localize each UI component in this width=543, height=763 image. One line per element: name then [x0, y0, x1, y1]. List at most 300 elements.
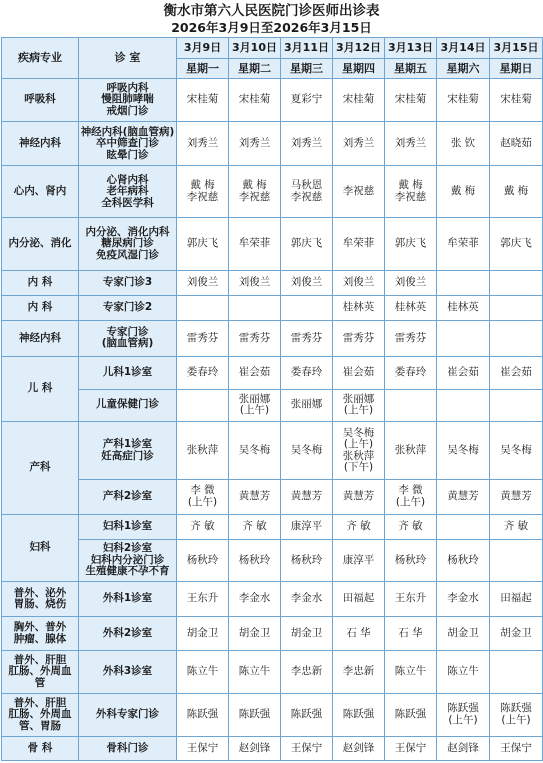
text-line: 儿童保健门诊 — [96, 398, 159, 411]
table-row — [2, 582, 543, 616]
text-line: (上午) — [343, 438, 374, 451]
text-line: 黄慧芳 — [342, 490, 375, 503]
header-weekday: 星期五 — [385, 58, 437, 78]
doctor-cell — [177, 480, 229, 514]
doctor-cell — [281, 694, 333, 737]
clinic-room-cell — [79, 122, 177, 166]
doctor-cell — [229, 389, 281, 421]
text-line: 齐 敏 — [398, 519, 423, 532]
text-line: 内 科 — [27, 275, 53, 288]
doctor-cell — [281, 736, 333, 760]
text-line: 外科专家门诊 — [96, 708, 159, 721]
text-line: (脑血管病) — [101, 337, 154, 350]
doctor-cell — [177, 421, 229, 479]
text-line: 骨 科 — [27, 741, 53, 754]
text-line: 杨秋玲 — [186, 553, 219, 566]
text-line: 赵剑锋 — [238, 741, 271, 754]
department-cell — [2, 357, 79, 422]
table-row — [2, 166, 543, 218]
doctor-cell — [333, 616, 385, 650]
department-cell — [2, 122, 79, 166]
text-line: 王东升 — [186, 592, 219, 605]
doctor-cell — [281, 270, 333, 295]
doctor-cell — [333, 651, 385, 694]
text-line: 妇科内分泌门诊 — [90, 553, 165, 566]
text-line: 王保宁 — [186, 741, 219, 754]
text-line: 张秋萍 — [342, 449, 375, 462]
text-line: 刘秀兰 — [342, 137, 375, 150]
text-line: 妇科2诊室 — [102, 542, 153, 555]
text-line: 骨科门诊 — [106, 741, 149, 754]
table-row — [2, 357, 543, 389]
text-line: 生殖健康不孕不育 — [85, 565, 170, 578]
department-cell — [2, 514, 79, 582]
doctor-cell — [385, 218, 437, 270]
text-line: 李 微 — [398, 484, 423, 497]
text-line: 戒烟门诊 — [106, 104, 149, 117]
department-cell — [2, 651, 79, 694]
doctor-cell — [490, 694, 543, 737]
clinic-room-cell — [79, 539, 177, 582]
doctor-cell — [437, 616, 490, 650]
text-line: 胡金卫 — [447, 626, 479, 639]
doctor-cell — [385, 166, 437, 218]
text-line: 陈立牛 — [394, 665, 427, 678]
clinic-room-cell — [79, 582, 177, 616]
text-line: 普外、泌外 — [13, 586, 67, 599]
doctor-cell — [229, 270, 281, 295]
text-line: 全科医学科 — [101, 196, 154, 209]
doctor-cell — [333, 389, 385, 421]
doctor-cell — [437, 694, 490, 737]
text-line: 胡金卫 — [290, 626, 323, 639]
doctor-cell — [229, 514, 281, 539]
text-line: 妇科 — [29, 541, 51, 554]
text-line: 卒中筛查门诊 — [96, 137, 159, 150]
text-line: 牟荣菲 — [447, 237, 479, 250]
text-line: 宋桂菊 — [238, 93, 271, 106]
text-line: 刘俊兰 — [290, 275, 323, 288]
text-line: 肛肠、外周血 — [8, 665, 72, 678]
doctor-cell — [385, 582, 437, 616]
header-dept: 疾病专业 — [2, 38, 79, 79]
header-date: 3月13日 — [385, 38, 437, 59]
text-line: 普外、肝胆 — [13, 653, 67, 666]
doctor-cell — [229, 78, 281, 122]
text-line: 李祝慈 — [238, 190, 271, 203]
text-line: 儿科1诊室 — [102, 366, 153, 379]
department-cell — [2, 295, 79, 320]
header-weekday: 星期四 — [333, 58, 385, 78]
doctor-cell — [490, 539, 543, 582]
text-line: 马秋恩 — [290, 179, 323, 192]
doctor-cell — [437, 539, 490, 582]
doctor-cell — [437, 389, 490, 421]
doctor-cell — [490, 270, 543, 295]
text-line: 黄慧芳 — [500, 490, 532, 503]
text-line: 儿 科 — [27, 382, 53, 395]
header-weekday: 星期六 — [437, 58, 490, 78]
text-line: 黄慧芳 — [290, 490, 323, 503]
doctor-cell — [177, 166, 229, 218]
text-line: 夏彩宁 — [290, 93, 323, 106]
doctor-cell — [281, 514, 333, 539]
text-line: 陈跃强 — [447, 702, 479, 715]
doctor-cell — [490, 295, 543, 320]
text-line: 石 华 — [346, 626, 371, 639]
doctor-cell — [229, 218, 281, 270]
table-row — [2, 320, 543, 357]
doctor-cell — [281, 651, 333, 694]
doctor-cell — [437, 78, 490, 122]
text-line: (上午) — [395, 495, 426, 508]
text-line: 李祝慈 — [186, 190, 219, 203]
text-line: 心内、肾内 — [13, 185, 67, 198]
doctor-cell — [385, 320, 437, 357]
text-line: 宋桂菊 — [186, 93, 219, 106]
text-line: 戴 梅 — [398, 179, 423, 192]
table-row — [2, 514, 543, 539]
doctor-cell — [281, 295, 333, 320]
text-line: 郭庆飞 — [186, 237, 219, 250]
text-line: 陈跃强 — [342, 708, 375, 721]
text-line: 老年病科 — [106, 185, 149, 198]
department-cell — [2, 218, 79, 270]
clinic-room-cell — [79, 357, 177, 389]
clinic-room-cell — [79, 295, 177, 320]
text-line: 李金水 — [238, 592, 271, 605]
doctor-cell — [385, 122, 437, 166]
clinic-room-cell — [79, 421, 177, 479]
doctor-cell — [437, 357, 490, 389]
doctor-cell — [437, 651, 490, 694]
text-line: 娄春玲 — [290, 366, 323, 379]
text-line: 管 — [34, 676, 46, 689]
text-line: (上午) — [343, 404, 374, 417]
text-line: 雷秀芬 — [290, 331, 323, 344]
clinic-room-cell — [79, 616, 177, 650]
text-line: 胡金卫 — [500, 626, 532, 639]
doctor-cell — [177, 78, 229, 122]
text-line: 崔会茹 — [238, 366, 271, 379]
doctor-cell — [177, 357, 229, 389]
text-line: 外科2诊室 — [102, 626, 153, 639]
text-line: 专家门诊2 — [102, 300, 153, 313]
doctor-cell — [281, 582, 333, 616]
page-title: 衡水市第六人民医院门诊医师出诊表 — [163, 3, 380, 19]
text-line: 戴 梅 — [503, 185, 529, 198]
doctor-cell — [333, 736, 385, 760]
text-line: 神经内科 — [19, 331, 61, 344]
doctor-cell — [177, 218, 229, 270]
text-line: 康淳平 — [290, 519, 323, 532]
text-line: 张丽娜 — [238, 392, 271, 405]
text-line: 雷秀芬 — [342, 331, 375, 344]
doctor-cell — [229, 166, 281, 218]
text-line: 齐 敏 — [242, 519, 267, 532]
table-row — [2, 539, 543, 582]
text-line: 肛肠、外周血 — [8, 708, 72, 721]
doctor-cell — [490, 421, 543, 479]
text-line: 王保宁 — [500, 741, 532, 754]
doctor-cell — [333, 357, 385, 389]
doctor-cell — [385, 270, 437, 295]
doctor-cell — [177, 694, 229, 737]
doctor-cell — [229, 357, 281, 389]
text-line: 刘秀兰 — [394, 137, 427, 150]
doctor-cell — [229, 736, 281, 760]
doctor-cell — [281, 78, 333, 122]
doctor-cell — [437, 421, 490, 479]
clinic-room-cell — [79, 320, 177, 357]
doctor-cell — [177, 270, 229, 295]
text-line: 刘秀兰 — [238, 137, 271, 150]
text-line: 陈立牛 — [186, 665, 219, 678]
text-line: 齐 敏 — [346, 519, 371, 532]
text-line: 胡金卫 — [186, 626, 219, 639]
text-line: 陈跃强 — [500, 702, 532, 715]
text-line: 李祝慈 — [290, 190, 323, 203]
table-row — [2, 480, 543, 514]
text-line: 李金水 — [290, 592, 323, 605]
doctor-cell — [229, 582, 281, 616]
table-row — [2, 651, 543, 694]
doctor-cell — [177, 539, 229, 582]
doctor-cell — [385, 480, 437, 514]
text-line: 桂林英 — [342, 300, 375, 313]
date-range-subtitle: 2026年3月9日至2026年3月15日 — [171, 20, 372, 35]
text-line: 李祝慈 — [394, 190, 427, 203]
text-line: 李祝慈 — [342, 185, 375, 198]
text-line: 黄慧芳 — [447, 490, 479, 503]
text-line: 杨秋玲 — [447, 553, 479, 566]
doctor-cell — [333, 480, 385, 514]
doctor-cell — [437, 218, 490, 270]
doctor-cell — [385, 514, 437, 539]
text-line: 石 华 — [398, 626, 423, 639]
text-line: 内分泌、消化 — [8, 237, 72, 250]
text-line: 刘秀兰 — [290, 137, 323, 150]
clinic-room-cell — [79, 389, 177, 421]
text-line: 吴冬梅 — [238, 443, 271, 456]
text-line: 杨秋玲 — [394, 553, 427, 566]
text-line: 肿瘤、腺体 — [13, 632, 67, 645]
doctor-cell — [333, 514, 385, 539]
header-date: 3月14日 — [437, 38, 490, 59]
doctor-cell — [281, 480, 333, 514]
text-line: 王保宁 — [394, 741, 427, 754]
text-line: 呼吸内科 — [106, 81, 149, 94]
text-line: 陈立牛 — [447, 665, 479, 678]
text-line: 齐 敏 — [503, 519, 529, 532]
table-row — [2, 78, 543, 122]
department-cell — [2, 166, 79, 218]
text-line: 胡金卫 — [238, 626, 271, 639]
text-line: 张秋萍 — [394, 443, 427, 456]
clinic-room-cell — [79, 218, 177, 270]
text-line: (下午) — [343, 461, 374, 474]
text-line: 赵剑锋 — [342, 741, 375, 754]
doctor-cell — [333, 582, 385, 616]
text-line: 张 钦 — [450, 137, 476, 150]
text-line: 普外、肝胆 — [13, 696, 67, 709]
text-line: 刘俊兰 — [394, 275, 427, 288]
doctor-cell — [437, 514, 490, 539]
department-cell — [2, 616, 79, 650]
text-line: 外科1诊室 — [102, 592, 153, 605]
text-line: 康淳平 — [342, 553, 375, 566]
table-row — [2, 694, 543, 737]
doctor-cell — [177, 389, 229, 421]
text-line: 齐 敏 — [190, 519, 215, 532]
doctor-cell — [333, 295, 385, 320]
clinic-room-cell — [79, 694, 177, 737]
text-line: 戴 梅 — [450, 185, 476, 198]
text-line: 崔会茹 — [447, 366, 479, 379]
doctor-cell — [437, 166, 490, 218]
doctor-cell — [490, 218, 543, 270]
doctor-cell — [281, 421, 333, 479]
text-line: 郭庆飞 — [394, 237, 427, 250]
table-row — [2, 218, 543, 270]
table-row — [2, 736, 543, 760]
doctor-cell — [177, 736, 229, 760]
doctor-cell — [333, 694, 385, 737]
doctor-cell — [177, 582, 229, 616]
doctor-cell — [281, 218, 333, 270]
clinic-room-cell — [79, 78, 177, 122]
table-row — [2, 295, 543, 320]
text-line: 宋桂菊 — [500, 93, 532, 106]
doctor-cell — [385, 651, 437, 694]
text-line: 专家门诊3 — [102, 275, 153, 288]
doctor-cell — [437, 270, 490, 295]
text-line: 刘俊兰 — [342, 275, 375, 288]
text-line: 妇科1诊室 — [102, 519, 153, 532]
header-date: 3月15日 — [490, 38, 543, 59]
doctor-cell — [281, 389, 333, 421]
text-line: 崔会茹 — [500, 366, 532, 379]
text-line: 神经内科 — [19, 137, 61, 150]
doctor-cell — [385, 616, 437, 650]
text-line: 戴 梅 — [190, 179, 215, 192]
text-line: 杨秋玲 — [290, 553, 323, 566]
text-line: 产科 — [29, 461, 51, 473]
text-line: 呼吸科 — [24, 93, 56, 106]
doctor-cell — [490, 480, 543, 514]
text-line: 雷秀芬 — [238, 331, 271, 344]
text-line: 陈跃强 — [186, 708, 219, 721]
header-date: 3月11日 — [281, 38, 333, 59]
text-line: 牟荣菲 — [342, 237, 375, 250]
text-line: (上午) — [239, 404, 270, 417]
header-date: 3月10日 — [229, 38, 281, 59]
doctor-cell — [490, 651, 543, 694]
table-row — [2, 122, 543, 166]
doctor-cell — [385, 539, 437, 582]
text-line: 胸外、普外 — [13, 621, 67, 634]
doctor-cell — [385, 295, 437, 320]
doctor-cell — [385, 389, 437, 421]
doctor-cell — [437, 122, 490, 166]
text-line: 李金水 — [447, 592, 479, 605]
text-line: 神经内科(脑血管病) — [80, 125, 175, 138]
header-weekday: 星期日 — [490, 58, 543, 78]
text-line: 张丽娜 — [342, 392, 375, 405]
doctor-cell — [385, 78, 437, 122]
text-line: 娄春玲 — [394, 366, 427, 379]
text-line: 田福起 — [500, 592, 532, 605]
text-line: 刘俊兰 — [238, 275, 271, 288]
doctor-cell — [177, 320, 229, 357]
doctor-cell — [333, 122, 385, 166]
doctor-cell — [437, 320, 490, 357]
doctor-cell — [333, 166, 385, 218]
doctor-cell — [385, 357, 437, 389]
header-room: 诊 室 — [79, 38, 177, 79]
clinic-room-cell — [79, 480, 177, 514]
text-line: 糖尿病门诊 — [101, 237, 154, 250]
doctor-cell — [437, 480, 490, 514]
doctor-cell — [281, 320, 333, 357]
doctor-cell — [385, 694, 437, 737]
doctor-cell — [437, 736, 490, 760]
doctor-cell — [177, 616, 229, 650]
doctor-cell — [281, 616, 333, 650]
text-line: (上午) — [501, 713, 531, 726]
text-line: 娄春玲 — [186, 366, 219, 379]
doctor-cell — [490, 78, 543, 122]
text-line: 吴冬梅 — [290, 443, 323, 456]
clinic-room-cell — [79, 166, 177, 218]
doctor-cell — [333, 539, 385, 582]
doctor-cell — [177, 122, 229, 166]
text-line: 郭庆飞 — [290, 237, 323, 250]
doctor-cell — [333, 320, 385, 357]
text-line: 宋桂菊 — [447, 93, 479, 106]
text-line: 张秋萍 — [186, 443, 219, 456]
doctor-cell — [229, 616, 281, 650]
text-line: (上午) — [187, 495, 218, 508]
header-weekday: 星期二 — [229, 58, 281, 78]
doctor-cell — [177, 295, 229, 320]
doctor-cell — [229, 480, 281, 514]
text-line: 雷秀芬 — [394, 331, 427, 344]
department-cell — [2, 582, 79, 616]
text-line: 牟荣菲 — [238, 237, 271, 250]
department-cell — [2, 736, 79, 760]
table-row — [2, 389, 543, 421]
doctor-cell — [437, 295, 490, 320]
text-line: 心肾内科 — [106, 173, 149, 186]
text-line: 免疫风湿门诊 — [96, 248, 159, 261]
doctor-cell — [437, 582, 490, 616]
text-line: 慢阻肺哮喘 — [101, 93, 154, 106]
doctor-cell — [490, 389, 543, 421]
text-line: 张丽娜 — [290, 398, 323, 411]
text-line: 宋桂菊 — [342, 93, 375, 106]
text-line: (上午) — [448, 713, 478, 726]
clinic-room-cell — [79, 270, 177, 295]
text-line: 产科1诊室 — [102, 438, 153, 451]
text-line: 外科3诊室 — [102, 665, 153, 678]
doctor-cell — [333, 421, 385, 479]
text-line: 雷秀芬 — [186, 331, 219, 344]
text-line: 吴冬梅 — [342, 426, 375, 439]
text-line: 内 科 — [27, 300, 53, 313]
text-line: 郭庆飞 — [500, 237, 532, 250]
doctor-cell — [281, 122, 333, 166]
